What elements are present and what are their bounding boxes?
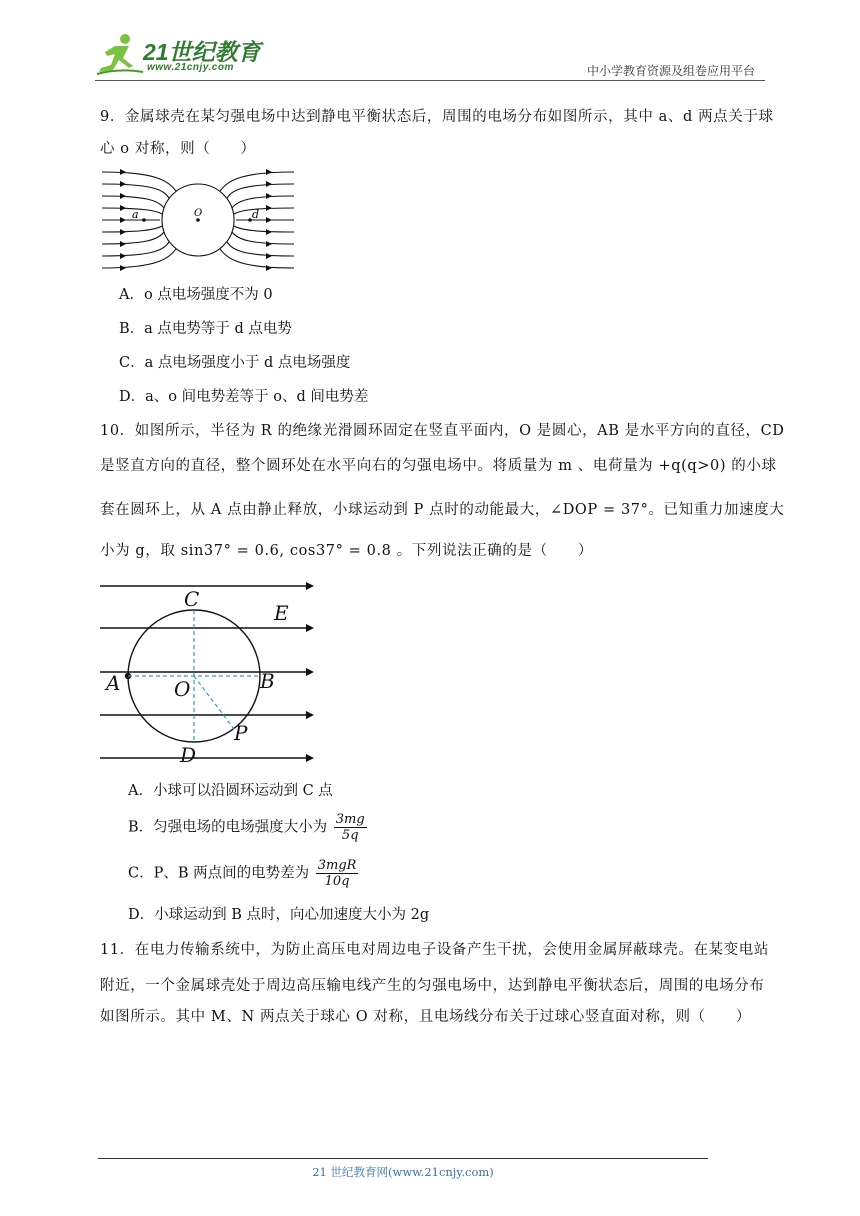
q10-label-d: D [180, 743, 197, 767]
q10-label-c: C [184, 587, 200, 611]
q9-label-d: d [252, 208, 260, 221]
header [95, 30, 765, 82]
q10-option-c-denominator: 10q [324, 874, 350, 889]
header-rule [95, 80, 765, 81]
q11-stem-line1: 11．在电力传输系统中，为防止高压电对周边电子设备产生干扰，会使用金属屏蔽球壳。在某变电站 [100, 942, 769, 958]
q10-option-d[interactable]: D．小球运动到 B 点时，向心加速度大小为 2g [128, 907, 430, 923]
platform-name: 中小学教育资源及组卷应用平台 [586, 64, 755, 78]
q10-option-b-fraction [334, 812, 367, 843]
q10-option-b-text: B．匀强电场的电场强度大小为 [128, 819, 328, 836]
q10-option-c[interactable] [128, 858, 360, 889]
q10-option-c-numerator: 3mgR [317, 858, 357, 873]
q10-label-e: E [274, 601, 289, 625]
q10-label-b: B [260, 669, 275, 693]
logo-text: 21世纪教育 [143, 39, 261, 65]
q10-stem-line4: 小为 g，取 sin37° = 0.6, cos37° = 0.8 。下列说法正确的是（ ） [100, 543, 593, 559]
q10-label-o: O [174, 677, 191, 701]
q9-stem-line1: 9．金属球壳在某匀强电场中达到静电平衡状态后，周围的电场分布如图所示，其中 a、d 两点关于球 [100, 109, 774, 125]
footer-rule [98, 1158, 708, 1159]
q9-option-c[interactable]: C．a 点电场强度小于 d 点电场强度 [119, 355, 351, 371]
logo-runner-icon [95, 32, 145, 78]
q11-stem-line2: 附近，一个金属球壳处于周边高压输电线产生的匀强电场中，达到静电平衡状态后，周围的电场分布 [100, 978, 765, 994]
q9-label-a: a [132, 208, 139, 221]
q10-label-a: A [106, 671, 121, 695]
q10-option-a[interactable]: A．小球可以沿圆环运动到 C 点 [128, 783, 333, 799]
q10-label-p: P [234, 721, 248, 745]
q9-field-figure [100, 166, 296, 278]
q9-option-b[interactable]: B．a 点电势等于 d 点电势 [119, 321, 292, 337]
q10-stem-line3: 套在圆环上，从 A 点由静止释放，小球运动到 P 点时的动能最大，∠DOP = 37°。已知重力加速度大 [100, 502, 785, 518]
footer-text: 21 世纪教育网(www.21cnjy.com) [312, 1165, 494, 1179]
q9-stem-line2: 心 o 对称，则（ ） [100, 141, 256, 157]
q10-option-b-numerator: 3mg [335, 812, 365, 827]
logo-url: www.21cnjy.com [147, 62, 234, 73]
q10-ring-figure [98, 578, 320, 768]
q10-stem-line2: 是竖直方向的直径，整个圆环处在水平向右的匀强电场中。将质量为 m 、电荷量为 +q(q>0) 的小球 [100, 458, 777, 474]
q10-option-c-fraction [316, 858, 359, 889]
q9-label-o: O [194, 208, 203, 219]
q9-option-a[interactable]: A．o 点电场强度不为 0 [119, 287, 273, 303]
q9-option-d[interactable]: D．a、o 间电势差等于 o、d 间电势差 [119, 389, 369, 405]
q10-option-c-text: C．P、B 两点间的电势差为 [128, 865, 310, 882]
q10-option-b-denominator: 5q [341, 828, 359, 843]
q10-option-b[interactable] [128, 812, 369, 843]
q11-stem-line3: 如图所示。其中 M、N 两点关于球心 O 对称，且电场线分布关于过球心竖直面对称，则（ ） [100, 1009, 751, 1025]
q10-stem-line1: 10．如图所示，半径为 R 的绝缘光滑圆环固定在竖直平面内，O 是圆心，AB 是水平方向的直径，CD [100, 423, 785, 439]
